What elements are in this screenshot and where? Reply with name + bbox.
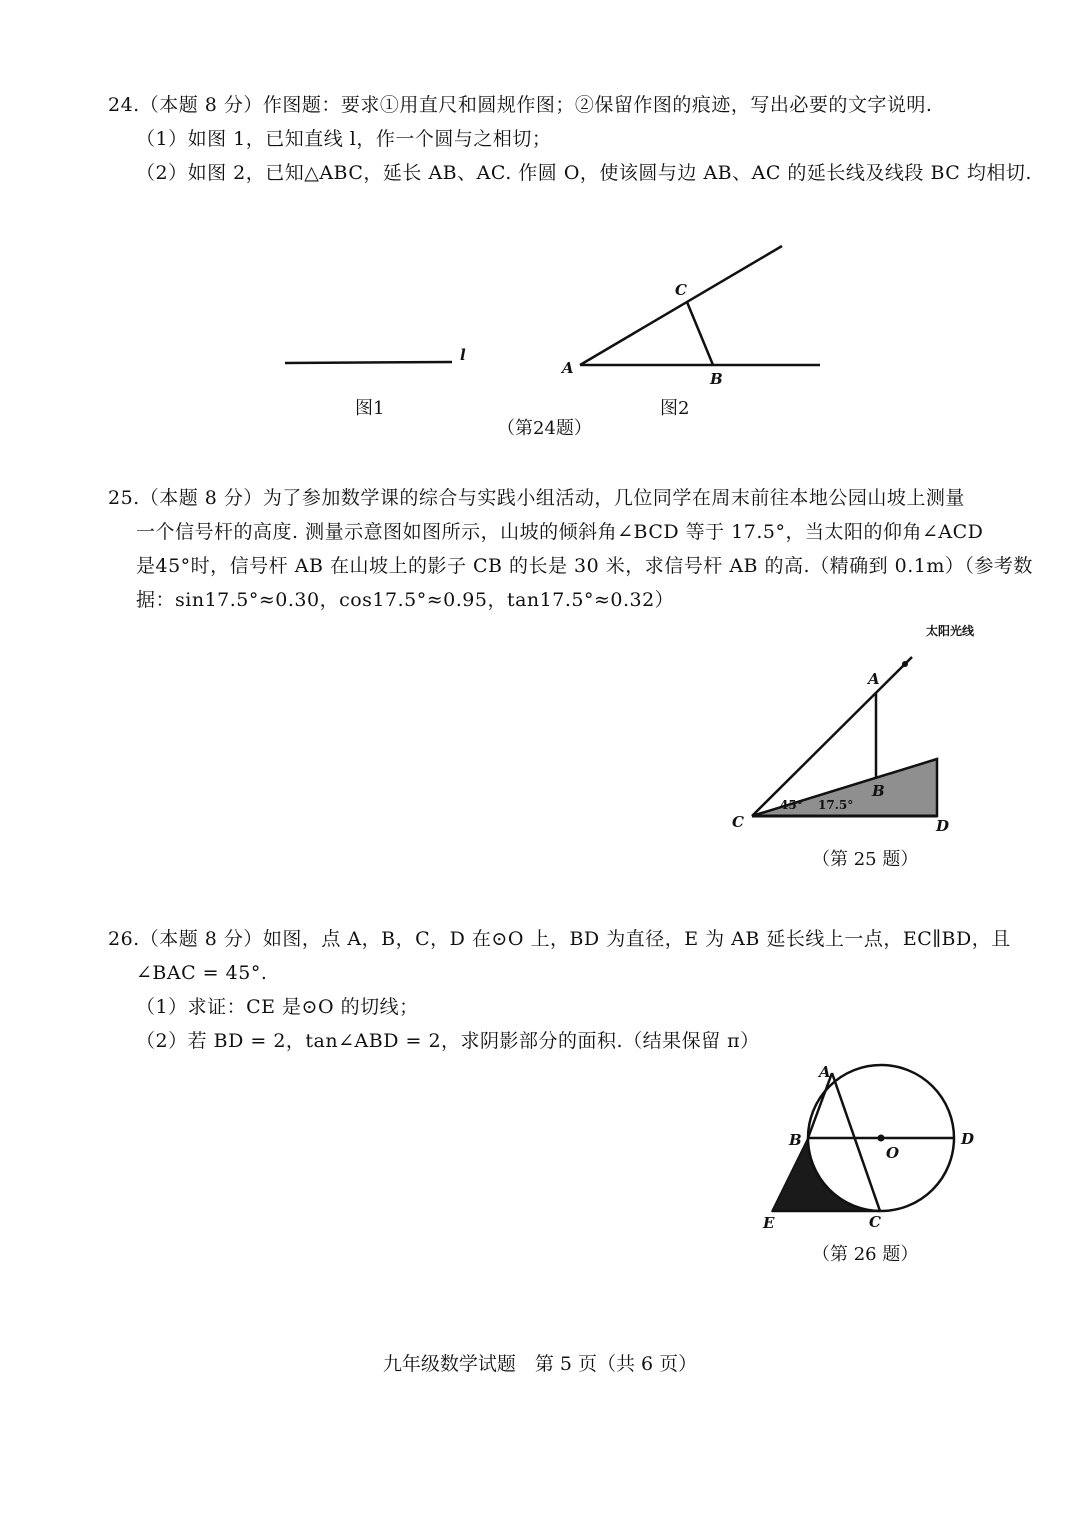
line-l-label: l [460,346,466,364]
q25-figure [720,615,990,845]
chord-AC [832,1073,880,1211]
chord-AB [808,1073,832,1138]
q24-fig2-caption: 图2 [660,398,690,419]
line-l [285,362,452,363]
q26-figure [755,1060,985,1235]
sun-ray-dot [902,661,908,667]
q26-caption: （第 26 题） [812,1244,919,1265]
q24-figure2 [550,240,840,400]
sun-label: 太阳光线 [926,624,975,638]
angle-45-label: 45° [780,798,803,812]
label-C: C [675,281,687,299]
q25-line2: 一个信号杆的高度. 测量示意图如图所示，山坡的倾斜角∠BCD 等于 17.5°，当太阳的仰角∠ACD [136,521,984,543]
q25-caption: （第 25 题） [812,849,919,870]
q24-part2: （2）如图 2，已知△ABC，延长 AB、AC. 作圆 O，使该圆与边 AB、AC 的延长线及线段 BC 均相切. [136,162,1032,184]
center-O-dot [878,1135,885,1142]
label-A: A [819,1063,831,1081]
ray-AC [580,246,782,365]
q25-line4: 据：sin17.5°≈0.30，cos17.5°≈0.95，tan17.5°≈0.32） [136,589,675,611]
q25-line1: 25.（本题 8 分）为了参加数学课的综合与实践小组活动，几位同学在周末前往本地公园山坡上测量 [108,487,965,509]
label-D: D [961,1130,975,1148]
q26-line2: ∠BAC = 45°. [136,962,268,984]
q26-line1: 26.（本题 8 分）如图，点 A，B，C，D 在⊙O 上，BD 为直径，E 为 AB 延长线上一点，EC∥BD，且 [108,928,1011,950]
q24-figure1 [280,340,480,380]
label-E: E [763,1214,775,1232]
label-A: A [868,670,880,688]
q26-part1: （1）求证：CE 是⊙O 的切线； [136,996,419,1018]
page-footer: 九年级数学试题 第 5 页（共 6 页） [382,1353,698,1375]
label-B: B [872,782,885,800]
label-B: B [710,370,723,388]
q25-line3: 是45°时，信号杆 AB 在山坡上的影子 CB 的长是 30 米，求信号杆 AB 的高.（精确到 0.1m）（参考数 [136,555,1033,577]
q24-caption: （第24题） [497,418,592,439]
label-C: C [732,813,744,831]
q24-fig1-caption: 图1 [355,398,385,419]
q26-part2: （2）若 BD = 2，tan∠ABD = 2，求阴影部分的面积.（结果保留 π） [136,1030,760,1052]
q24-stem: 24.（本题 8 分）作图题：要求①用直尺和圆规作图；②保留作图的痕迹，写出必要的文字说明. [108,94,933,116]
label-C: C [869,1213,881,1231]
label-D: D [936,817,950,835]
label-A: A [562,359,574,377]
label-B: B [789,1131,802,1149]
q24-part1: （1）如图 1，已知直线 l，作一个圆与之相切； [136,128,552,150]
label-O: O [886,1144,900,1162]
angle-slope-label: 17.5° [818,798,854,812]
segment-BC [687,302,713,365]
